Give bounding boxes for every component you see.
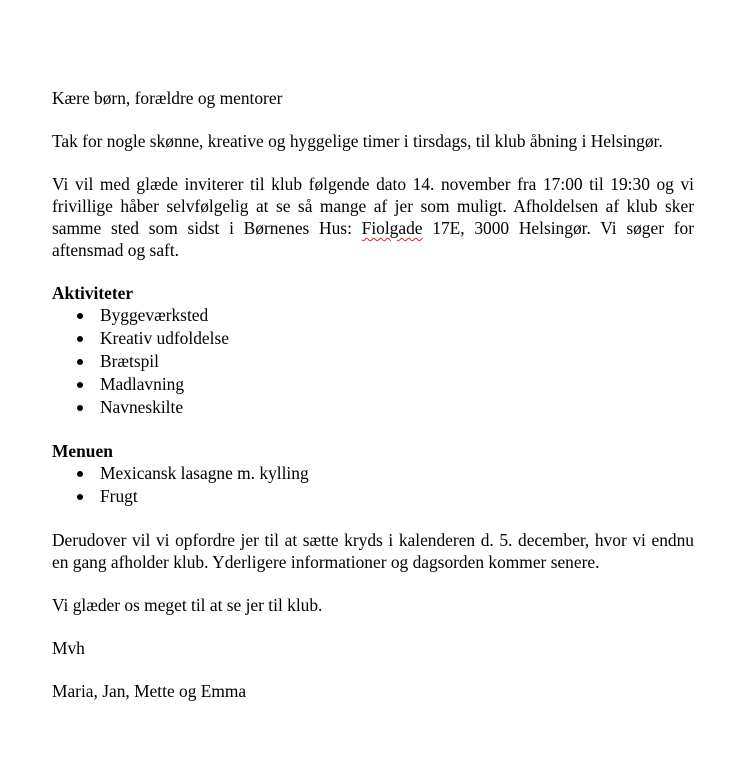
list-item-text: Kreativ udfoldelse bbox=[100, 328, 229, 348]
spacer bbox=[52, 152, 694, 173]
invitation-text-end: 17E, 3000 Helsingør. Vi søger for aftensmad og saft. bbox=[52, 218, 694, 260]
list-item bbox=[52, 396, 694, 419]
spacer bbox=[52, 109, 694, 130]
closing-line: Vi glæder os meget til at se jer til klub. bbox=[52, 595, 323, 615]
list-item bbox=[52, 485, 694, 508]
list-item bbox=[52, 462, 694, 485]
reminder-paragraph: Derudover vil vi opfordre jer til at sætte kryds i kalenderen d. 5. december, hvor vi endnu en gang afholder klub. Yderligere informationer og dagsorden kommer senere. bbox=[52, 530, 694, 572]
greeting: Kære børn, forældre og mentorer bbox=[52, 88, 283, 108]
document-page bbox=[52, 87, 694, 702]
list-item bbox=[52, 327, 694, 350]
list-item-text: Frugt bbox=[100, 486, 138, 506]
bullet-icon bbox=[77, 471, 83, 477]
bullet-icon bbox=[77, 313, 83, 319]
spacer bbox=[52, 419, 694, 440]
spacer bbox=[52, 616, 694, 637]
list-item bbox=[52, 350, 694, 373]
list-item bbox=[52, 304, 694, 327]
spacer bbox=[52, 573, 694, 594]
list-item-text: Navneskilte bbox=[100, 397, 184, 417]
list-item-text: Madlavning bbox=[100, 374, 185, 394]
list-item-text: Byggeværksted bbox=[100, 305, 209, 325]
list-item bbox=[52, 373, 694, 396]
spacer bbox=[52, 659, 694, 680]
spacer bbox=[52, 261, 694, 282]
activities-heading: Aktiviteter bbox=[52, 283, 134, 303]
menu-list bbox=[52, 462, 694, 508]
bullet-icon bbox=[77, 494, 83, 500]
spellcheck-flagged-word[interactable]: Fiolgade bbox=[361, 218, 423, 238]
signatures: Maria, Jan, Mette og Emma bbox=[52, 681, 247, 701]
bullet-icon bbox=[77, 359, 83, 365]
bullet-icon bbox=[77, 405, 83, 411]
list-item-text: Mexicansk lasagne m. kylling bbox=[100, 463, 309, 483]
activities-list bbox=[52, 304, 694, 419]
invitation-text-start: Vi vil med glæde inviterer til klub følgende dato 14. november fra 17:00 til 19:30 og vi frivillige håber selvfølgelig at se så mange af jer som muligt. Afholdelsen af klub sker samme sted som sidst i Børnenes Hus: bbox=[52, 174, 694, 238]
sign-off: Mvh bbox=[52, 638, 85, 658]
invitation-paragraph bbox=[52, 173, 694, 261]
thanks-paragraph: Tak for nogle skønne, kreative og hyggelige timer i tirsdags, til klub åbning i Helsingør. bbox=[52, 131, 663, 151]
bullet-icon bbox=[77, 336, 83, 342]
list-item-text: Brætspil bbox=[100, 351, 159, 371]
spacer bbox=[52, 508, 694, 529]
bullet-icon bbox=[77, 382, 83, 388]
menu-heading: Menuen bbox=[52, 441, 113, 461]
